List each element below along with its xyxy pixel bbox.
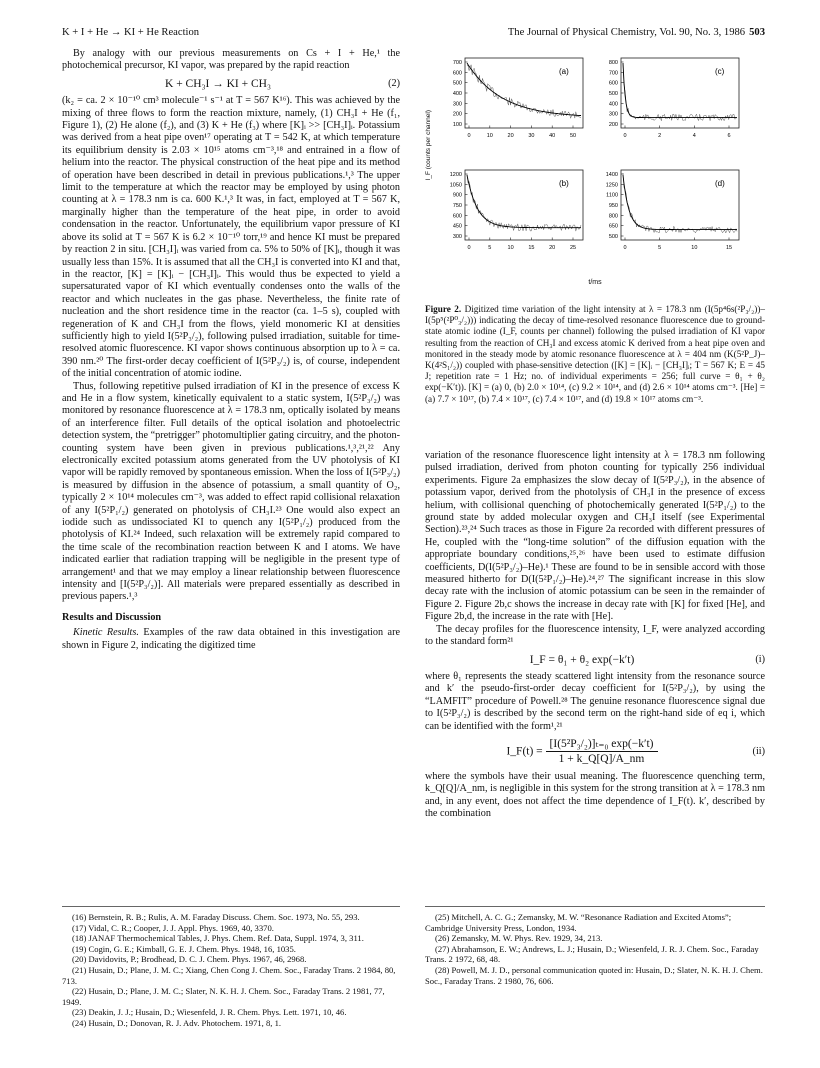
paragraph: (k₂ = ca. 2 × 10⁻¹⁰ cm³ molecule⁻¹ s⁻¹ at T = 567 K¹⁶). This was achieved by the mixing of three flows to form the reaction mixture, namely, (1) CH₃I + He (f₁, Figure 1), (2) He alone (f₂), and (3) K + He (f₃) where [K]ᵢ >> [CH₃I]ᵢ. Potassium was derived from a heat pipe oven¹⁷ operating at T = 542 K, at which temperature its equilibrium density is 2.03 × 10¹⁵ atoms cm⁻³,¹⁸ and entrained in a flow of helium into the reactor. The physical construction of the heat pipe and its method of operation have been described in detail in previous publications.¹,³ The upper limit to the temperature at which the reactor may be employed by using photon counting at λ = 178.3 nm is ca. 600 K.¹,³ It was, in fact, employed at T = 567 K, marginally higher than the temperature of the heat pipe, in order to avoid condensation in the reactor. Unfortunately, the equilibrium vapor pressure of KI above its solid at T = 567 K is 6.2 × 10⁻¹⁰ torr,¹⁹ and hence KI must be prepared by reaction 2 in situ. [CH₃I]ᵢ was varied from ca. 5% to 50% of [K]ᵢ, though it was usually less than 15%. It is assumed that all the CH₃I is converted into KI and that, in the reactor, [K] = [K]ᵢ − [CH₃I]ᵢ. This would thus be expected to yield a supersaturated vapor of KI which eventually condenses onto the walls of the reactor and which nucleates in the gas phase. Nevertheless, the finite rate of nucleation and the short residence time in the reactor (ca. 1–5 s), coupled with regeneration of K and CH₃I from the flows, yield monomeric KI at densities sufficiently high to yield I(5²P₃/₂), following pulsed irradiation, suitable for time-resolved atomic fluorescence. KI vapor shows continuous absorption up to λ = ca. 390 nm.²⁰ The first-order decay coefficient of I(5²P₃/₂) is, of course, independent of the initial concentration of atomic iodine. [62, 95, 400, 380]
reference-item: (23) Deakin, J. J.; Husain, D.; Wiesenfeld, J. R. Chem. Phys. Lett. 1971, 10, 46. [72, 1007, 347, 1018]
reference-item: (24) Husain, D.; Donovan, R. J. Adv. Photochem. 1971, 8, 1. [72, 1017, 282, 1028]
panel-label: (c) [715, 67, 725, 76]
reference-item: (18) JANAF Thermochemical Tables, J. Phys. Chem. Ref. Data, Suppl. 1974, 3, 311. [72, 933, 364, 944]
y-tick-label: 1200 [449, 172, 462, 178]
equation-2 [62, 78, 400, 90]
reference-item: (17) Vidal, C. R.; Cooper, J. J. Appl. Phys. 1969, 40, 3370. [72, 922, 274, 933]
x-tick-label: 10 [486, 133, 493, 139]
paragraph [62, 627, 400, 652]
panel-label: (d) [715, 179, 725, 188]
y-tick-label: 1100 [606, 192, 618, 199]
running-header-right [425, 27, 765, 38]
paragraph-text: Examples of the raw data obtained in this investigation are shown in Figure 2, indicating the digitized time [62, 627, 400, 651]
y-tick-label: 100 [452, 122, 462, 128]
references-right [425, 906, 765, 986]
x-tick-label: 20 [507, 133, 514, 139]
y-tick-label: 950 [608, 203, 618, 209]
x-tick-label: 15 [528, 245, 535, 251]
x-tick-label: 40 [549, 133, 556, 139]
x-tick-label: 6 [727, 133, 731, 139]
y-tick-label: 200 [608, 122, 618, 128]
reference-item: (20) Davidovits, P.; Brodhead, D. C. J. Chem. Phys. 1967, 46, 2968. [72, 954, 307, 965]
page-number: 503 [749, 27, 765, 38]
paragraph: where θ₁ represents the steady scattered light intensity from the resonance source and k′ the pseudo-first-order decay coefficient for I(5²P₃/₂), by using the “LAMFIT” procedure of Powell.²⁸ The genuine resonance fluorescence signal due to I(5²P₃/₂) is described by the second term on the right-hand side of eq i, which can be identified with the form¹,²¹ [425, 670, 765, 732]
x-tick-label: 5 [658, 245, 662, 251]
paragraph: By analogy with our previous measurements on Cs + I + He,¹ the photochemical precursor, KI vapor, was prepared by the rapid reaction [62, 48, 400, 72]
reference-item: (27) Abrahamson, E. W.; Andrews, L. J.; Husain, D.; Wiesenfeld, J. R. J. Chem. Soc., Faraday Trans. 2 1972, 68, 48. [425, 943, 759, 965]
figure-2 [425, 48, 765, 298]
y-tick-label: 800 [608, 60, 618, 66]
x-tick-label: 4 [692, 133, 696, 139]
equation-fraction [546, 738, 658, 766]
x-tick-label: 25 [569, 245, 577, 251]
panel-label: (a) [559, 67, 569, 76]
left-column [62, 48, 400, 652]
y-tick-label: 1400 [605, 172, 618, 178]
x-tick-label: 20 [549, 245, 556, 251]
equation-lhs: I_F(t) = [506, 745, 543, 758]
equation-number: (ii) [752, 745, 765, 757]
x-tick-label: 0 [467, 245, 471, 251]
figure-caption [425, 304, 765, 405]
y-tick-label: 500 [608, 91, 618, 97]
x-tick-label: 2 [658, 133, 662, 139]
y-tick-label: 900 [452, 192, 462, 199]
x-axis-label: t/ms [588, 279, 602, 286]
y-tick-label: 500 [452, 80, 462, 87]
y-tick-label: 1050 [449, 182, 462, 189]
reference-item: (25) Mitchell, A. C. G.; Zemansky, M. W. “Resonance Radiation and Excited Atoms”; Cambridge University Press, London, 1934. [425, 912, 732, 933]
right-column [425, 450, 765, 820]
x-tick-label: 30 [528, 133, 535, 139]
subsection-lead: Kinetic Results. [73, 627, 139, 639]
panel-plot [608, 58, 739, 142]
panel-plot [452, 58, 583, 142]
figure-panel [452, 58, 583, 147]
reference-item: (21) Husain, D.; Plane, J. M. C.; Xiang, Chen Cong J. Chem. Soc., Faraday Trans. 2 1984, 80, 713. [62, 964, 396, 986]
x-tick-label: 0 [623, 245, 627, 251]
x-tick-label: 5 [488, 245, 492, 251]
paragraph: The decay profiles for the fluorescence intensity, I_F, were analyzed according to the standard form²¹ [425, 623, 765, 648]
x-tick-label: 15 [725, 245, 733, 251]
section-heading: Results and Discussion [62, 611, 162, 623]
equation-number: (2) [388, 77, 400, 89]
figure-panel [449, 170, 583, 259]
paragraph: variation of the resonance fluorescence light intensity at λ = 178.3 nm following pulsed irradiation, derived from photon counting for typically 256 individual experiments. Figure 2a emphasizes the slow decay of I(5²P₃/₂), in the absence of potassium vapor, derived from the photolysis of CH₃I in the presence of excess helium, with collisional quenching of photochemically generated I(5²P₁/₂) to the ground state by added molecular oxygen and CH₃I itself (see Experimental Section).²³,²⁴ Such traces as those in Figure 2a recorded with different pressures of He, coupled with the “long-time solution” of the diffusion equation with the appropriate boundary conditions,²⁵,²⁶ have been used to estimate diffusion coefficients, D(I(5²P₃/₂)–He).¹ These are found to be in sensible accord with those measured hitherto for D(I(5²P₁/₂)–He).²⁴,²⁷ The significant increase in this slow decay rate with the inclusion of atomic potassium can be seen in the remainder of Figure 2. Figure 2b,c shows the increase in decay rate with [K] for fixed [He], and Figure 2b,d, the increase in the rate with [He]. [425, 450, 765, 623]
paragraph: where the symbols have their usual meaning. The fluorescence quenching term, k_Q[Q]/A_nm, is negligible in this system for the strong transition at λ = 178.3 nm and, in any event, does not affect the time dependence of I_F(t). k′, described by the combination [425, 770, 765, 819]
paragraph: Thus, following repetitive pulsed irradiation of KI in the presence of excess K and He in a flow system, kinetically equivalent to a static system, I(5²P₃/₂) was monitored by resonance fluorescence at λ = 178.3 nm, optically isolated by means of an interference filter. Full details of the optical isolation and photoelectric detection system, the “pretrigger” photomultiplier gating circuitry, and the photon-counting system have been given in previous publications.¹,³,²¹,²² Any electronically excited potassium atoms generated from the UV photolysis of KI vapor will be rapidly removed by spontaneous emission. When the loss of I(5²P₃/₂) is measured by diffusion in the absence of potassium, a small quantity of O₂, typically 2 × 10¹⁴ molecules cm⁻³, was added to effect rapid collisional relaxation of any I(5²P₁/₂) generated on photolysis of CH₃I.²³ One would also expect an iodide such as undissociated KI to quench any I(5²P₁/₂) produced from the photolysis of KI.²⁴ Indeed, such relaxation will be extremely rapid compared to the time scale of the recombination reaction between K and I atoms. We have indicated earlier that radiation trapping will be negligible in the present type of arrangement¹ and that we may employ a linear relationship between fluorescence intensity and [I(5²P₃/₂)]. All materials were prepared essentially as described in previous papers.¹,³ [62, 380, 400, 603]
y-tick-label: 600 [608, 80, 618, 87]
figure-panel [608, 58, 739, 147]
y-tick-label: 200 [452, 111, 462, 118]
equation-i [425, 654, 765, 666]
y-tick-label: 700 [452, 60, 462, 66]
caption-lead: Figure 2. [425, 304, 462, 314]
running-header-left: K + I + He → KI + He Reaction [62, 27, 200, 38]
panel-plot [605, 170, 739, 254]
y-tick-label: 450 [452, 223, 462, 230]
journal-citation: The Journal of Physical Chemistry, Vol. 90, No. 3, 1986 [507, 27, 746, 38]
y-tick-label: 600 [452, 213, 462, 220]
y-tick-label: 750 [452, 203, 462, 209]
x-tick-label: 10 [507, 245, 514, 251]
y-tick-label: 400 [608, 101, 618, 108]
y-tick-label: 700 [608, 70, 618, 77]
reference-item: (16) Bernstein, R. B.; Rulis, A. M. Faraday Discuss. Chem. Soc. 1973, No. 55, 293. [72, 912, 360, 922]
reference-item: (22) Husain, D.; Plane, J. M. C.; Slater, N. K. H. J. Chem. Soc., Faraday Trans. 2 1981, 77, 1949. [62, 986, 385, 1007]
caption-text: Digitized time variation of the light intensity at λ = 178.3 nm (I(5p⁴6s(²P₃/₂))–I(5p⁵(²P⁰₃/₂))) indicating the decay of time-resolved resonance fluorescence due to ground-state atomic iodine (I_F, counts per channel) following the pulsed irradiation of KI vapor resulting from the reaction of CH₃I and excess atomic K derived from a heat pipe oven and monitored in the steady mode by atomic resonance fluorescence at λ = 404 nm (K(5²P_J)–K(4²S₁/₂)) coupled with phase-sensitive detection ([K] = [K]ᵢ − [CH₃I]ᵢ; T = 567 K; E = 45 J; repetition rate = 1 Hz; no. of individual experiments = 256; full curve = θ₁ + θ₂ exp(−K′t)). [K] = (a) 0, (b) 2.0 × 10¹⁴, (c) 9.2 × 10¹⁴, and (d) 2.6 × 10¹⁴ atoms cm⁻³. [He] = (a) 7.7 × 10¹⁷, (b) 7.4 × 10¹⁷, (c) 7.4 × 10¹⁷, and (d) 19.8 × 10¹⁷ atoms cm⁻³. [425, 304, 765, 404]
y-tick-label: 300 [452, 101, 462, 108]
equation-body: I_F = θ₁ + θ₂ exp(−k′t) [529, 653, 635, 666]
x-tick-label: 50 [569, 133, 577, 139]
y-tick-label: 1250 [605, 182, 618, 189]
y-tick-label: 300 [608, 111, 618, 118]
x-tick-label: 10 [691, 245, 698, 251]
y-axis-label: I_F (counts per channel) [425, 110, 432, 181]
y-tick-label: 800 [608, 213, 618, 220]
y-tick-label: 600 [452, 70, 462, 77]
y-tick-label: 650 [608, 223, 618, 230]
fraction-denominator: 1 + k_Q[Q]/A_nm [558, 753, 645, 766]
equation-ii [425, 738, 765, 766]
reference-item: (28) Powell, M. J. D., personal communication quoted in: Husain, D.; Slater, N. K. H. J. Chem. Soc., Faraday Trans. 2 1980, 76, 606. [425, 964, 763, 986]
panel-plot [449, 170, 583, 254]
panel-label: (b) [559, 179, 569, 188]
x-tick-label: 0 [623, 133, 627, 139]
reference-item: (26) Zemansky, M. W. Phys. Rev. 1929, 34, 213. [435, 933, 603, 944]
fraction-numerator: [I(5²P₃/₂)]ₜ₌₀ exp(−k′t) [546, 738, 658, 752]
y-tick-label: 300 [452, 234, 462, 240]
equation-number: (i) [755, 653, 765, 665]
y-tick-label: 500 [608, 234, 618, 240]
references-left [62, 906, 400, 1029]
reference-item: (19) Cogin, G. E.; Kimball, G. E. J. Chem. Phys. 1948, 16, 1035. [72, 943, 296, 954]
figure-panel [605, 170, 739, 259]
x-tick-label: 0 [467, 133, 471, 139]
equation-body [425, 738, 739, 766]
y-tick-label: 400 [452, 91, 462, 97]
equation-body: K + CH₃I → KI + CH₃ [165, 77, 271, 90]
